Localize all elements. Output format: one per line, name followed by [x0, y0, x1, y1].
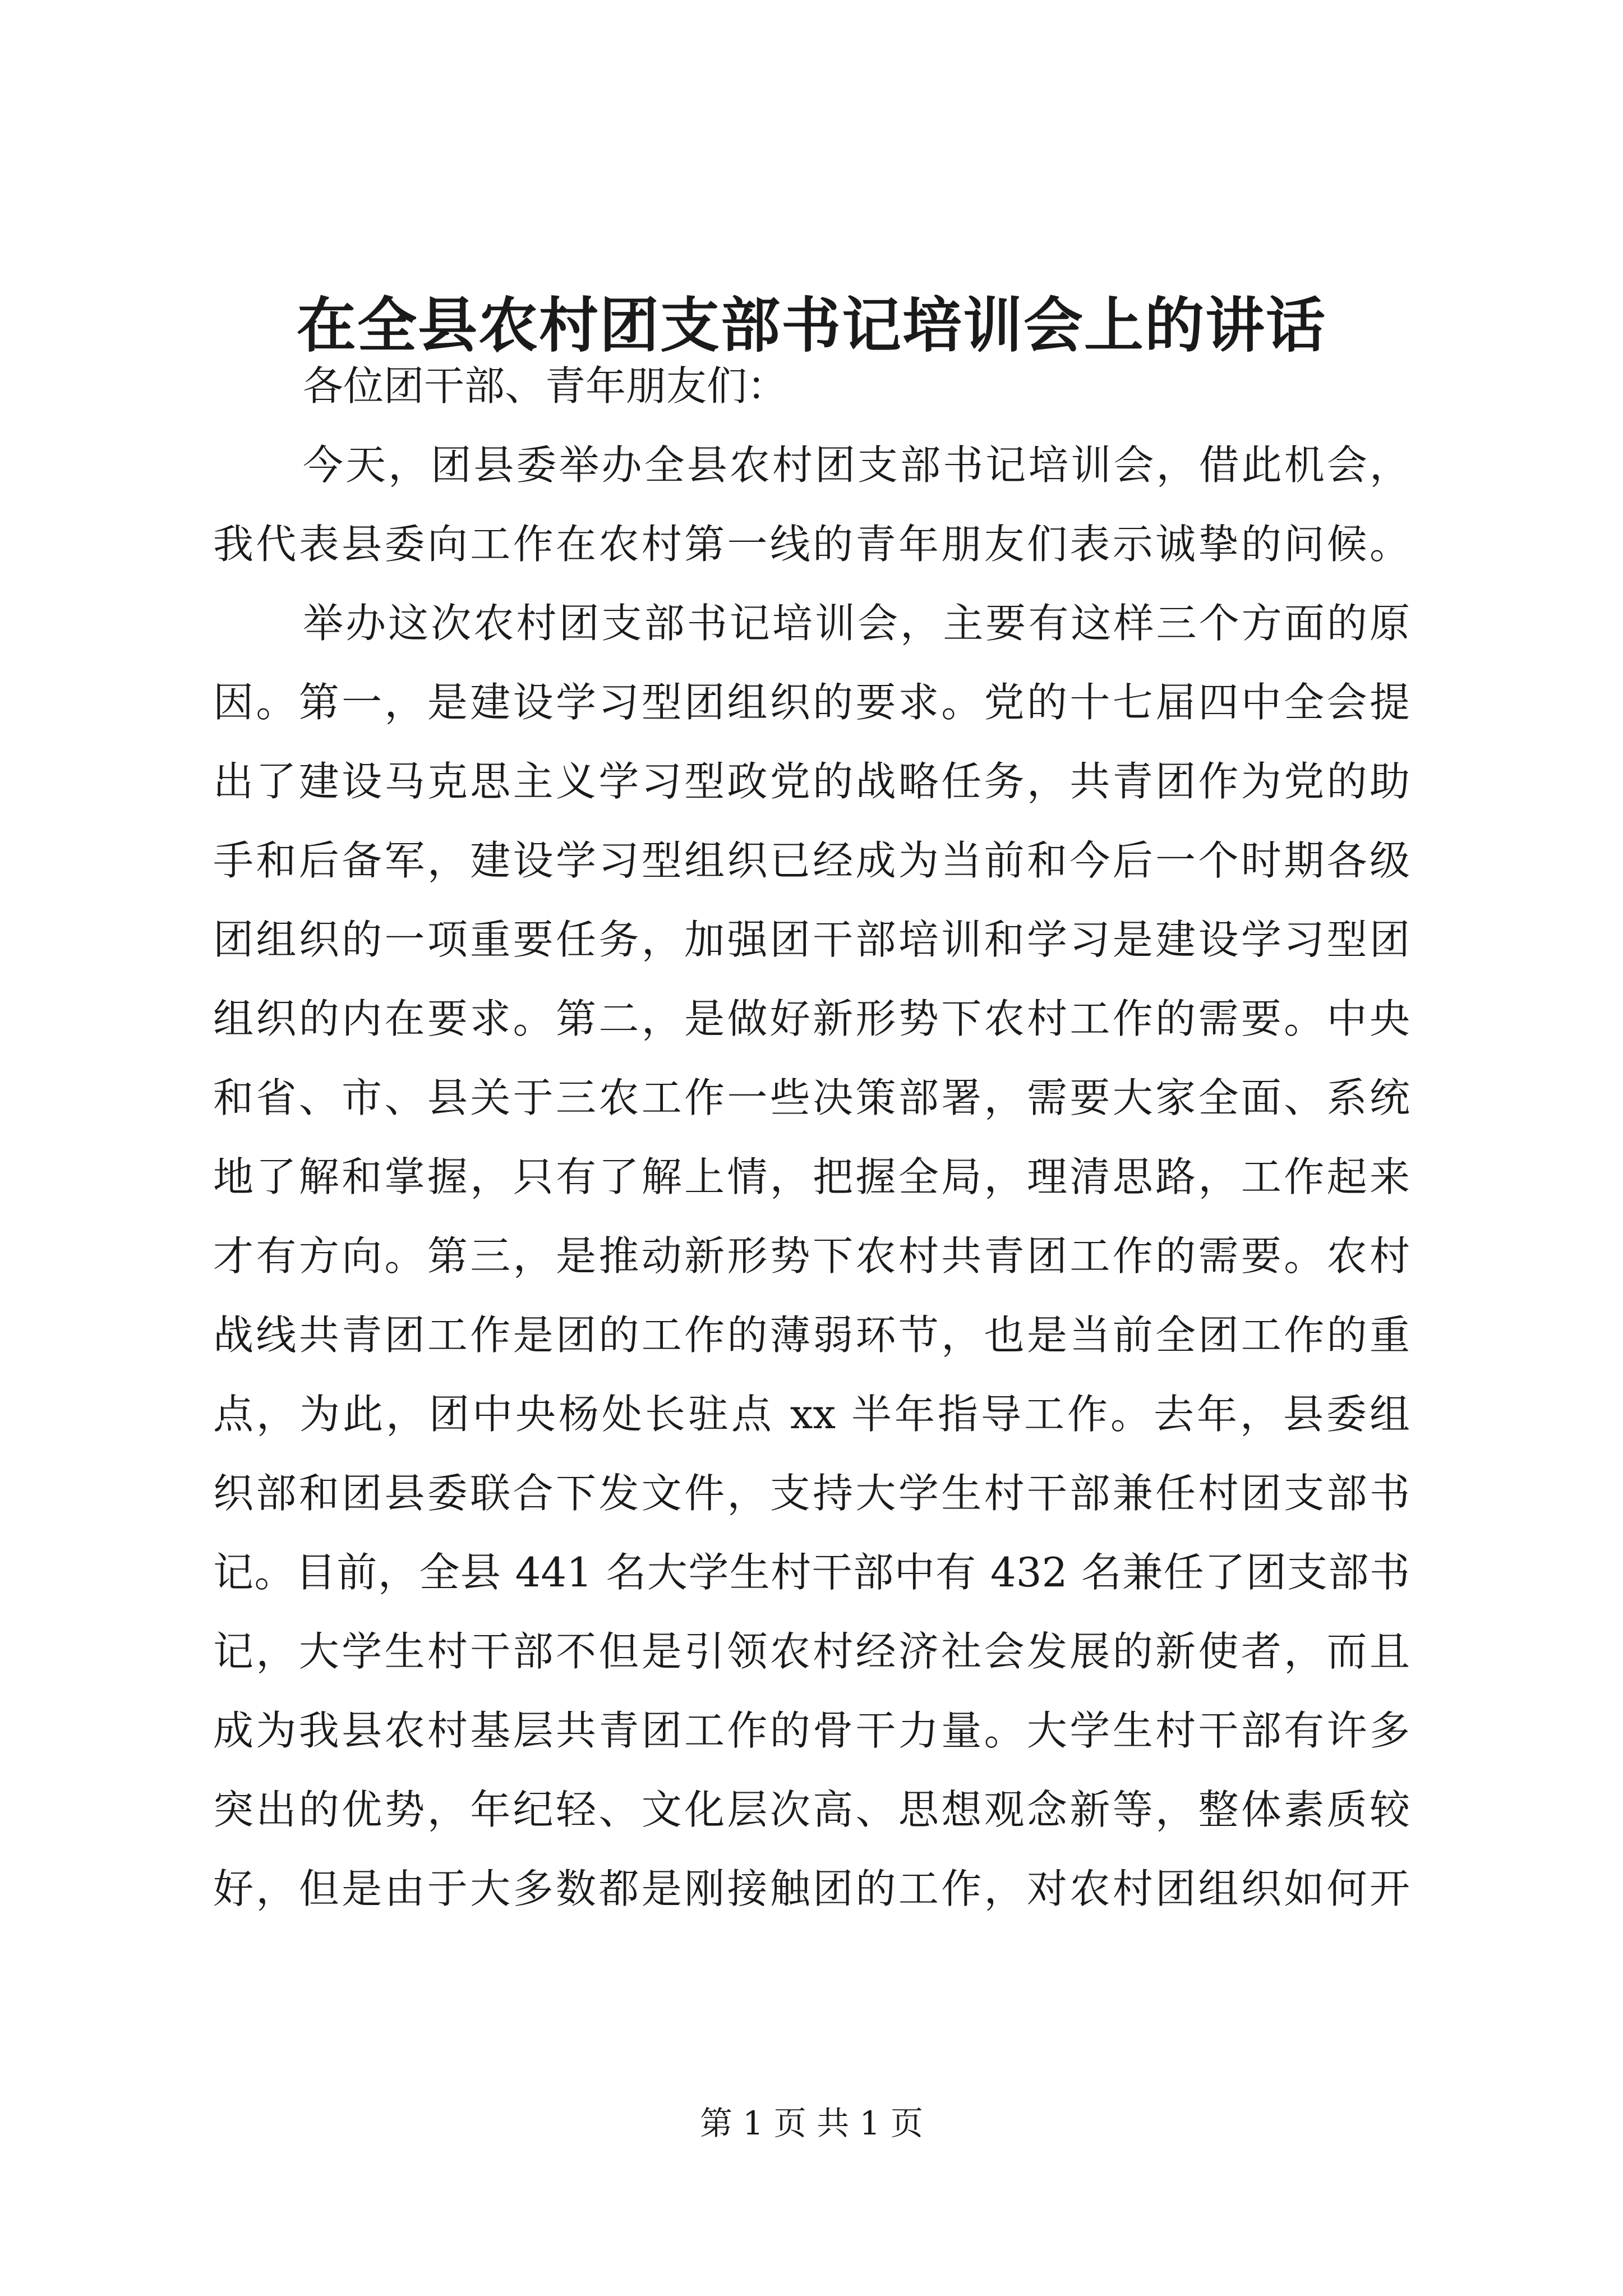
- body-line: 和省、市、县关于三农工作一些决策部署，需要大家全面、系统: [213, 1074, 1410, 1121]
- body-line: 各位团干部、青年朋友们：: [303, 362, 788, 409]
- body-line: 才有方向。第三，是推动新形势下农村共青团工作的需要。农村: [213, 1232, 1410, 1280]
- body-line: 手和后备军，建设学习型组织已经成为当前和今后一个时期各级: [213, 837, 1410, 884]
- body-line: 成为我县农村基层共青团工作的骨干力量。大学生村干部有许多: [213, 1707, 1410, 1754]
- body-line: 突出的优势，年纪轻、文化层次高、思想观念新等，整体素质较: [213, 1786, 1410, 1833]
- body-line: 因。第一，是建设学习型团组织的要求。党的十七届四中全会提: [213, 679, 1410, 726]
- body-line: 组织的内在要求。第二，是做好新形势下农村工作的需要。中央: [213, 995, 1410, 1042]
- body-line: 地了解和掌握，只有了解上情，把握全局，理清思路，工作起来: [213, 1153, 1410, 1200]
- body-line: 记，大学生村干部不但是引领农村经济社会发展的新使者，而且: [213, 1628, 1410, 1675]
- document-title: 在全县农村团支部书记培训会上的讲话: [297, 290, 1326, 360]
- body-line: 织部和团县委联合下发文件，支持大学生村干部兼任村团支部书: [213, 1470, 1410, 1517]
- body-line: 今天，团县委举办全县农村团支部书记培训会，借此机会，: [303, 441, 1410, 489]
- page-footer: 第 1 页 共 1 页: [700, 2104, 923, 2142]
- body-line: 好，但是由于大多数都是刚接触团的工作，对农村团组织如何开: [213, 1865, 1410, 1912]
- body-line: 战线共青团工作是团的工作的薄弱环节，也是当前全团工作的重: [213, 1312, 1410, 1359]
- body-line: 记。目前，全县 441 名大学生村干部中有 432 名兼任了团支部书: [213, 1549, 1410, 1596]
- body-line: 出了建设马克思主义学习型政党的战略任务，共青团作为党的助: [213, 758, 1410, 805]
- body-line: 团组织的一项重要任务，加强团干部培训和学习是建设学习型团: [213, 916, 1410, 963]
- document-body: [213, 347, 1410, 1929]
- body-line: 举办这次农村团支部书记培训会，主要有这样三个方面的原: [303, 600, 1410, 647]
- body-line: 我代表县委向工作在农村第一线的青年朋友们表示诚挚的问候。: [213, 521, 1410, 568]
- body-line: 点，为此，团中央杨处长驻点 xx 半年指导工作。去年，县委组: [213, 1391, 1410, 1438]
